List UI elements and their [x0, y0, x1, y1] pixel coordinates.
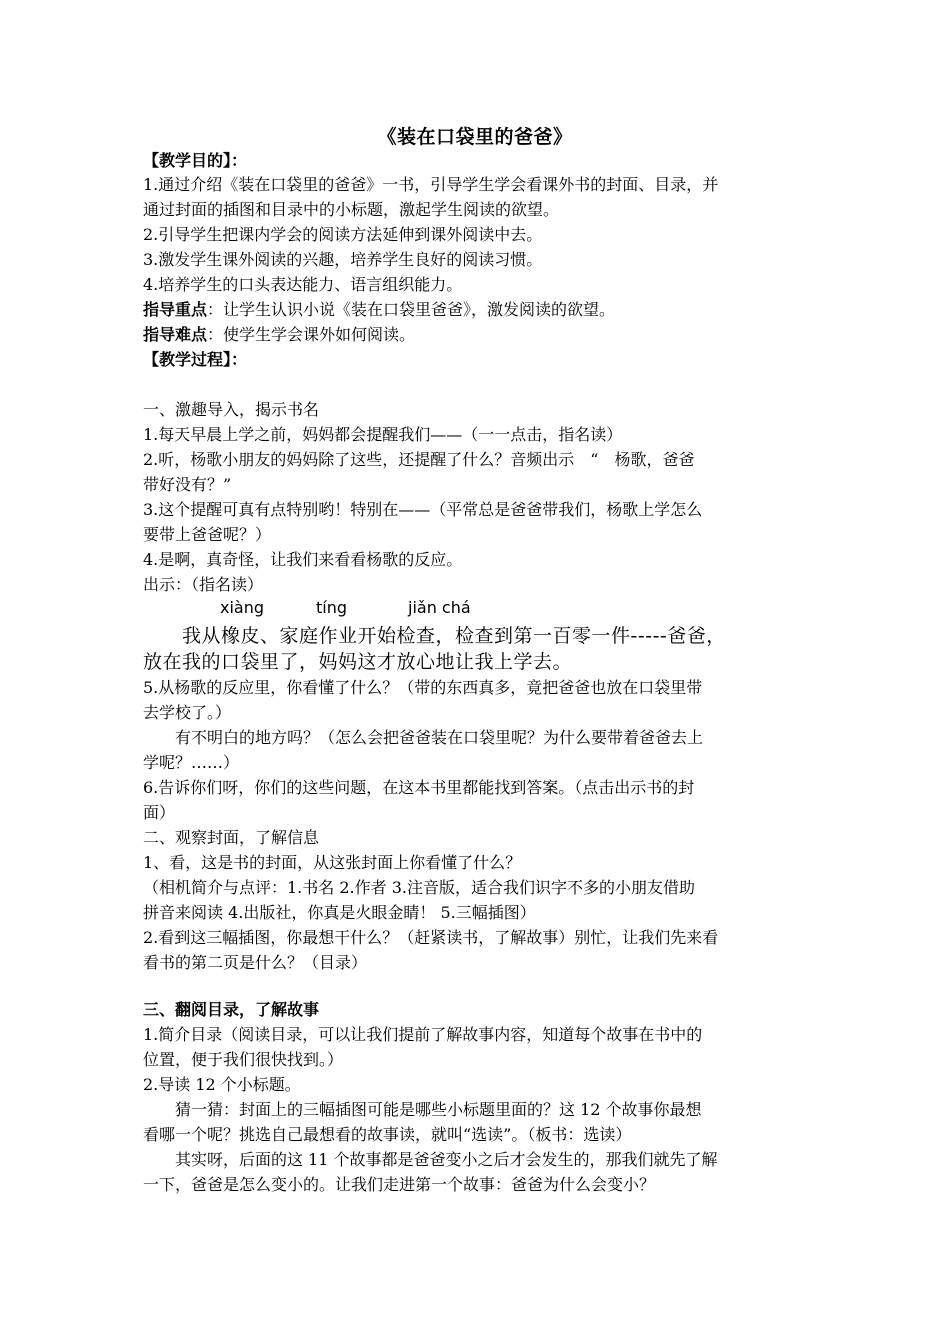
body-line: 其实呀，后面的这 11 个故事都是爸爸变小之后才会发生的，那我们就先了解: [143, 1150, 718, 1169]
teaching-focus: [143, 298, 823, 322]
body-line: 带好没有？”: [143, 475, 232, 494]
body-line: 面）: [143, 803, 176, 822]
goals-heading: 【教学目的】：: [143, 151, 248, 170]
body-line: 去学校了。）: [143, 703, 232, 722]
body-line: 出示：（指名读）: [143, 575, 264, 594]
body-line: 位置，便于我们很快找到。）: [143, 1050, 344, 1069]
body-line: 3.这个提醒可真有点特别哟！特别在——（平常总是爸爸带我们，杨歌上学怎么: [143, 500, 703, 519]
section-heading: 三、翻阅目录，了解故事: [143, 1000, 320, 1019]
quote-line: 我从橡皮、家庭作业开始检查，检查到第一百零一件-----爸爸，: [143, 625, 726, 647]
document-title: 《装在口袋里的爸爸》: [377, 126, 573, 148]
body-line: 6.告诉你们呀，你们的这些问题，在这本书里都能找到答案。（点击出示书的封: [143, 778, 695, 797]
pinyin-annotation: xiàng: [220, 598, 265, 617]
body-line: 猜一猜：封面上的三幅插图可能是哪些小标题里面的？这 12 个故事你最想: [143, 1100, 702, 1119]
body-line: 2.看到这三幅插图，你最想干什么？（赶紧读书，了解故事）别忙，让我们先来看: [143, 928, 719, 947]
goal-line: 2.引导学生把课内学会的阅读方法延伸到课外阅读中去。: [143, 225, 543, 244]
body-line: 学呢？……）: [143, 753, 240, 772]
goal-line: 4.培养学生的口头表达能力、语言组织能力。: [143, 275, 463, 294]
body-line: 2.听，杨歌小朋友的妈妈除了这些，还提醒了什么？音频出示 “ 杨歌，爸爸: [143, 450, 695, 469]
goal-line: 通过封面的插图和目录中的小标题，激起学生阅读的欲望。: [143, 200, 560, 219]
quote-line: 放在我的口袋里了，妈妈这才放心地让我上学去。: [143, 651, 573, 673]
focus-text: ：让学生认识小说《装在口袋里爸爸》，激发阅读的欲望。: [207, 300, 616, 319]
goal-line: 1.通过介绍《装在口袋里的爸爸》一书，引导学生学会看课外书的封面、目录，并: [143, 175, 719, 194]
process-heading: 【教学过程】：: [143, 350, 248, 369]
difficulty-label: 指导难点: [143, 325, 208, 344]
body-line: 有不明白的地方吗？（怎么会把爸爸装在口袋里呢？为什么要带着爸爸去上: [143, 728, 704, 747]
body-line: 2.导读 12 个小标题。: [143, 1075, 301, 1094]
body-line: 一下，爸爸是怎么变小的。让我们走进第一个故事：爸爸为什么会变小？: [143, 1175, 656, 1194]
body-line: 看书的第二页是什么？（目录）: [143, 953, 368, 972]
body-line: 1.简介目录（阅读目录，可以让我们提前了解故事内容，知道每个故事在书中的: [143, 1025, 703, 1044]
body-line: （相机简介与点评：1.书名 2.作者 3.注音版，适合我们识字不多的小朋友借助: [143, 878, 695, 897]
difficulty-text: ：使学生学会课外如何阅读。: [207, 325, 416, 344]
body-line: 看哪一个呢？挑选自己最想看的故事读，就叫“选读”。（板书：选读）: [143, 1125, 632, 1144]
section-heading: 一、激趣导入，揭示书名: [143, 400, 320, 419]
body-line: 拼音来阅读 4.出版社，你真是火眼金睛！ 5.三幅插图）: [143, 903, 536, 922]
body-line: 要带上爸爸呢？）: [143, 525, 272, 544]
focus-label: 指导重点: [143, 300, 208, 319]
body-line: 4.是啊，真奇怪，让我们来看看杨歌的反应。: [143, 550, 463, 569]
pinyin-annotation: tíng: [316, 598, 348, 617]
teaching-difficulty: [143, 323, 823, 347]
pinyin-annotation: jiǎn chá: [408, 598, 471, 617]
body-line: 1、看，这是书的封面，从这张封面上你看懂了什么？: [143, 853, 522, 872]
section-heading: 二、观察封面，了解信息: [143, 828, 320, 847]
goal-line: 3.激发学生课外阅读的兴趣，培养学生良好的阅读习惯。: [143, 250, 543, 269]
body-line: 1.每天早晨上学之前，妈妈都会提醒我们——（一一点击，指名读）: [143, 425, 623, 444]
body-line: 5.从杨歌的反应里，你看懂了什么？（带的东西真多，竟把爸爸也放在口袋里带: [143, 678, 703, 697]
